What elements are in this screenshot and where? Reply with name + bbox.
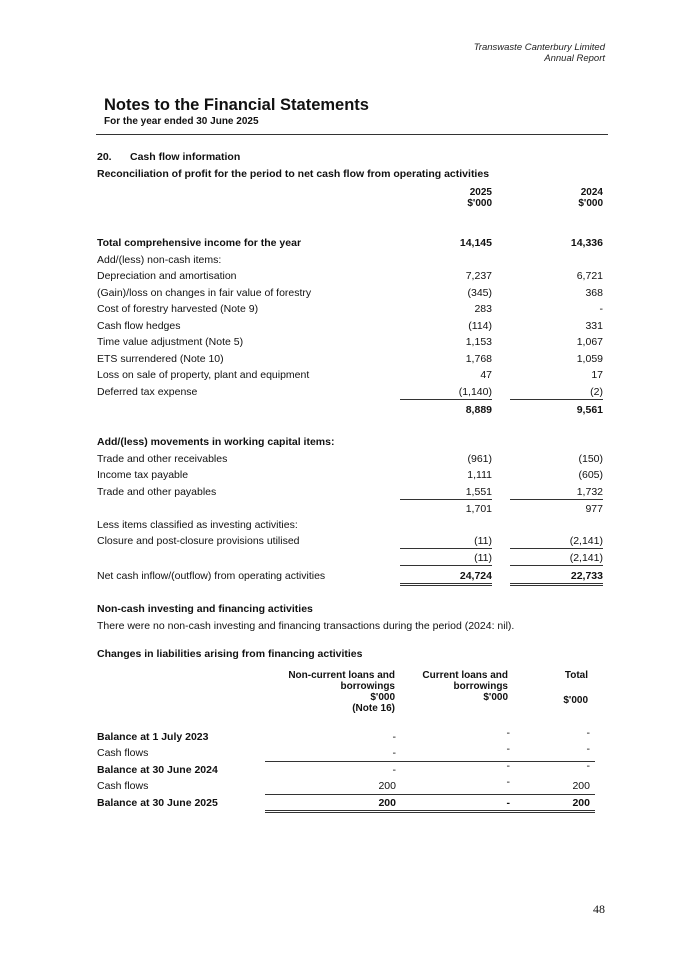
report-name: Annual Report	[544, 53, 605, 64]
row-label: Balance at 1 July 2023	[97, 731, 209, 743]
table-double-rule	[265, 810, 595, 813]
value-2025: (961)	[467, 453, 492, 465]
row-label: Cost of forestry harvested (Note 9)	[97, 303, 259, 315]
col-2025-unit: $'000	[467, 198, 492, 209]
value-2025: (345)	[467, 287, 492, 299]
section-heading: Add/(less) movements in working capital items:	[97, 436, 335, 448]
value-2024: 1,067	[576, 336, 603, 348]
row-label: Income tax payable	[97, 469, 189, 481]
row-label: Time value adjustment (Note 5)	[97, 336, 244, 348]
value-2025: 283	[474, 303, 492, 315]
value-2025: (11)	[400, 535, 492, 549]
col-2024-year: 2024	[580, 187, 603, 198]
row-label: Cash flow hedges	[97, 320, 181, 332]
value-2024: 17	[591, 369, 603, 381]
row-label: Deferred tax expense	[97, 386, 198, 398]
value-total: -	[586, 760, 590, 772]
value-2025: 1,551	[400, 486, 492, 500]
value-noncurrent: 200	[378, 780, 396, 792]
subtotal-2024: (2,141)	[510, 552, 603, 566]
value-noncurrent: -	[392, 764, 396, 776]
col-current-header: Current loans and borrowings $'000	[422, 670, 508, 703]
value-2024: (2)	[510, 386, 603, 400]
value-current: -	[506, 797, 510, 809]
value-noncurrent: 200	[378, 797, 396, 809]
row-label: Net cash inflow/(outflow) from operating activities	[97, 570, 326, 582]
noncash-heading: Non-cash investing and financing activities	[97, 603, 313, 615]
value-2025: 1,153	[465, 336, 492, 348]
value-noncurrent: -	[392, 747, 396, 759]
row-label: Depreciation and amortisation	[97, 270, 237, 282]
value-current: -	[506, 727, 510, 739]
row-label: (Gain)/loss on changes in fair value of forestry	[97, 287, 312, 299]
row-label: Total comprehensive income for the year	[97, 237, 302, 249]
value-current: -	[506, 760, 510, 772]
company-name: Transwaste Canterbury Limited	[473, 42, 605, 53]
value-2024: 331	[585, 320, 603, 332]
row-label: Trade and other payables	[97, 486, 217, 498]
value-2025: 14,145	[459, 237, 492, 249]
note-heading: Cash flow information	[130, 151, 241, 163]
total-2024: 22,733	[510, 570, 603, 586]
value-2024: 14,336	[570, 237, 603, 249]
value-2024: 6,721	[576, 270, 603, 282]
row-label: Balance at 30 June 2024	[97, 764, 218, 776]
value-2025: 47	[480, 369, 492, 381]
page-subtitle: For the year ended 30 June 2025	[104, 116, 259, 127]
value-2024: 368	[585, 287, 603, 299]
value-2024: 1,732	[510, 486, 603, 500]
row-label: Balance at 30 June 2025	[97, 797, 218, 809]
subtotal-2025: 8,889	[465, 404, 492, 416]
value-2025: 1,768	[465, 353, 492, 365]
page-number: 48	[593, 902, 605, 916]
value-total: 200	[572, 780, 590, 792]
col-2024-unit: $'000	[578, 198, 603, 209]
row-label: Cash flows	[97, 780, 149, 792]
row-label: Less items classified as investing activities:	[97, 519, 298, 531]
col-2025-year: 2025	[469, 187, 492, 198]
row-label: Closure and post-closure provisions utilised	[97, 535, 300, 547]
value-2024: -	[599, 303, 603, 315]
value-total: 200	[572, 797, 590, 809]
total-2025: 24,724	[400, 570, 492, 586]
value-2024: 1,059	[576, 353, 603, 365]
value-2025: 1,111	[467, 469, 492, 481]
value-2025: 7,237	[465, 270, 492, 282]
liabilities-heading: Changes in liabilities arising from financing activities	[97, 648, 363, 660]
value-current: -	[506, 776, 510, 788]
value-total: -	[586, 743, 590, 755]
subtotal-2025: 1,701	[465, 503, 492, 515]
value-current: -	[506, 743, 510, 755]
table-rule	[265, 794, 595, 795]
row-label: Loss on sale of property, plant and equipment	[97, 369, 310, 381]
value-2024: (150)	[578, 453, 603, 465]
col-noncurrent-header: Non-current loans and borrowings $'000 (Note 16)	[288, 670, 395, 714]
value-total: -	[586, 727, 590, 739]
row-label: Cash flows	[97, 747, 149, 759]
title-rule	[96, 134, 608, 135]
noncash-text: There were no non-cash investing and financing transactions during the period (2024: nil).	[97, 620, 515, 632]
row-label: Add/(less) non-cash items:	[97, 254, 222, 266]
value-noncurrent: -	[392, 731, 396, 743]
value-2025: (114)	[468, 320, 492, 332]
note-number: 20.	[97, 151, 112, 163]
value-2024: (2,141)	[510, 535, 603, 549]
value-2025: (1,140)	[400, 386, 492, 400]
reconciliation-heading: Reconciliation of profit for the period to net cash flow from operating activities	[97, 168, 490, 180]
subtotal-2024: 977	[585, 503, 603, 515]
page-title: Notes to the Financial Statements	[104, 96, 369, 114]
row-label: ETS surrendered (Note 10)	[97, 353, 224, 365]
value-2024: (605)	[578, 469, 603, 481]
row-label: Trade and other receivables	[97, 453, 228, 465]
subtotal-2024: 9,561	[576, 404, 603, 416]
col-total-header: Total $'000	[563, 670, 588, 706]
subtotal-2025: (11)	[400, 552, 492, 566]
